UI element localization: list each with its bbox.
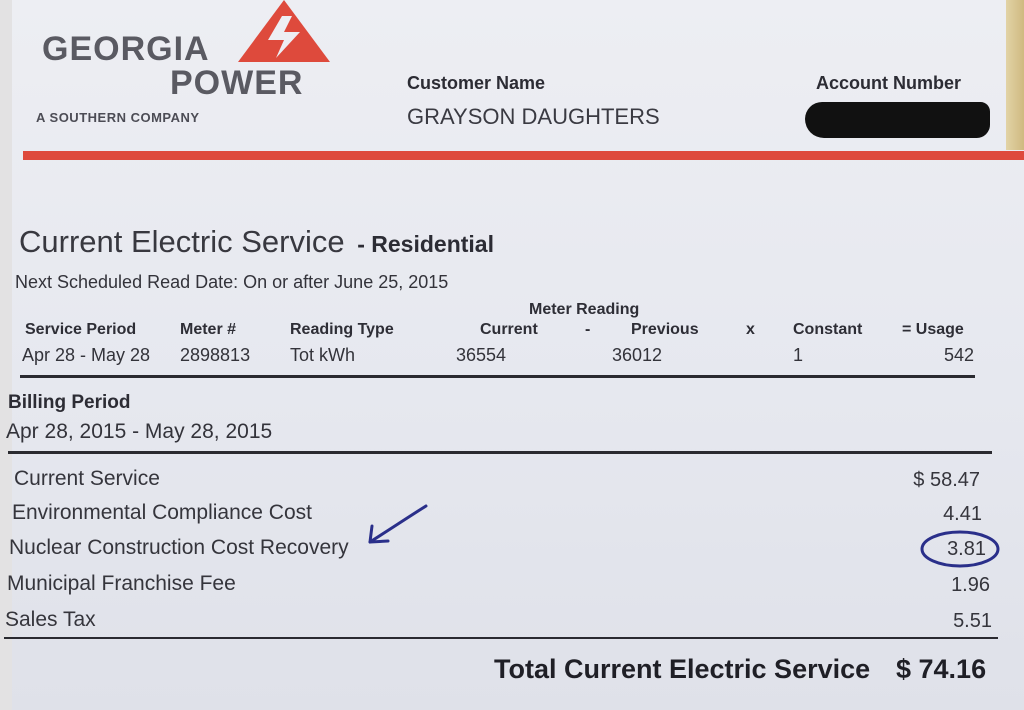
charge-label: Current Service [14, 467, 160, 490]
customer-name-label: Customer Name [407, 73, 546, 93]
col-current: Current [480, 321, 538, 338]
paper-edge [1006, 0, 1024, 150]
charge-amount: 5.51 [953, 610, 992, 632]
charge-amount: 1.96 [951, 574, 990, 596]
lightning-triangle-icon [238, 0, 330, 62]
customer-name: GRAYSON DAUGHTERS [407, 104, 660, 129]
charge-label: Sales Tax [5, 608, 96, 631]
col-minus: - [585, 321, 591, 338]
georgia-power-logo [36, 30, 332, 130]
cell-usage: 542 [944, 345, 975, 365]
next-read-date: Next Scheduled Read Date: On or after June 25, 2015 [15, 272, 449, 292]
service-title [19, 224, 494, 260]
col-service-period: Service Period [25, 321, 137, 338]
col-previous: Previous [631, 321, 699, 338]
total-label: Total Current Electric Service [494, 654, 871, 684]
service-title-text: Current Electric Service [19, 224, 345, 259]
col-constant: Constant [793, 321, 863, 338]
charge-amount: 4.41 [943, 503, 982, 525]
col-meter-number: Meter # [180, 321, 237, 338]
charge-label: Nuclear Construction Cost Recovery [9, 536, 349, 559]
cell-reading-type: Tot kWh [290, 345, 356, 365]
service-title-suffix: - Residential [357, 231, 494, 257]
logo-line2: POWER [170, 64, 304, 102]
charge-amount: 3.81 [947, 538, 986, 560]
redacted-account-number [805, 102, 990, 138]
handwritten-arrow-icon [362, 500, 432, 548]
cell-service-period: Apr 28 - May 28 [22, 345, 151, 365]
billing-period-value: Apr 28, 2015 - May 28, 2015 [6, 420, 273, 443]
cell-previous: 36012 [612, 345, 663, 365]
col-reading-type: Reading Type [290, 321, 394, 338]
logo-tagline: A SOUTHERN COMPANY [36, 110, 200, 125]
col-times: x [746, 321, 755, 338]
charge-amount: $ 58.47 [913, 469, 980, 491]
meter-table-rule [20, 375, 975, 378]
header-accent-rule [23, 151, 1024, 160]
cell-meter-number: 2898813 [180, 345, 251, 365]
charge-label: Environmental Compliance Cost [12, 501, 312, 524]
billing-period-label: Billing Period [8, 392, 131, 413]
cell-current: 36554 [456, 345, 507, 365]
handwritten-circle-icon [918, 527, 1004, 573]
charge-label: Municipal Franchise Fee [7, 572, 236, 595]
total-amount: $ 74.16 [896, 654, 987, 684]
billing-rule [8, 451, 992, 454]
meter-reading-group-header: Meter Reading [529, 301, 640, 318]
account-number-label: Account Number [816, 73, 962, 93]
cell-constant: 1 [793, 345, 804, 365]
logo-line1: GEORGIA [42, 30, 210, 68]
col-usage: = Usage [902, 321, 964, 338]
charges-rule [4, 637, 998, 639]
